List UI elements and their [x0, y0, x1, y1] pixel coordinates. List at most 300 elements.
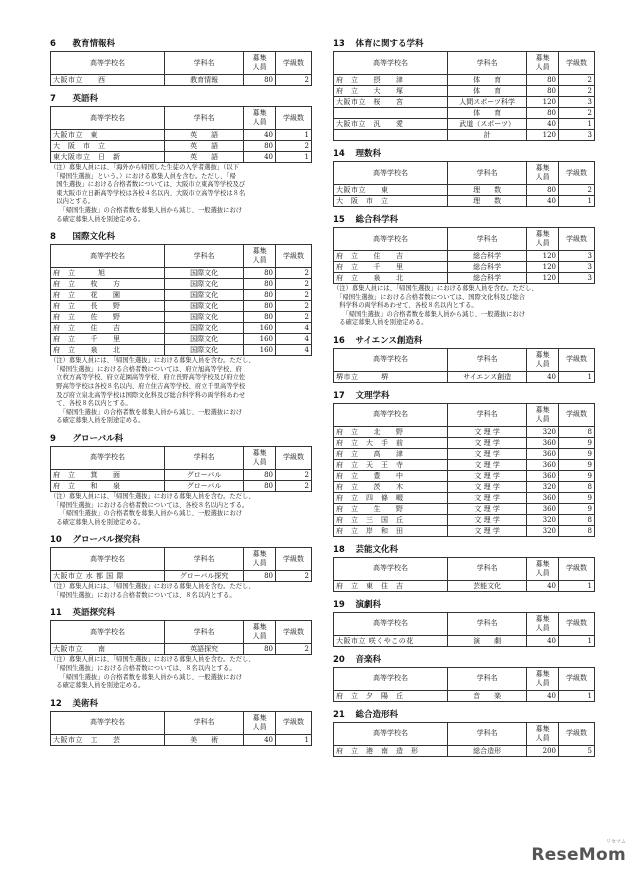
- cell-school: 大阪市立 南: [51, 644, 165, 655]
- cell-cls: 1: [559, 371, 595, 382]
- table-header-row: [51, 548, 312, 571]
- cell-dept: 人間スポーツ科学: [448, 97, 527, 108]
- table-row: [51, 480, 312, 491]
- cell-cls: 1: [276, 152, 312, 163]
- table-header-row: [51, 107, 312, 130]
- section-number: 7: [50, 94, 56, 104]
- table-header-row: [334, 612, 595, 635]
- section-number: 8: [50, 232, 56, 243]
- cell-dept: 文 理 学: [448, 503, 527, 514]
- table-row: [334, 525, 595, 536]
- table-row: [334, 470, 595, 481]
- cell-school: 府 立 千 里: [51, 334, 165, 345]
- cell-cls: 2: [276, 644, 312, 655]
- table-header-row: [51, 621, 312, 644]
- cell-dept: 武道（スポーツ）: [448, 119, 527, 130]
- cell-cap: 80: [244, 644, 276, 655]
- section-number: 18: [333, 544, 345, 555]
- cell-cls: 2: [276, 279, 312, 290]
- cell-cap: 360: [527, 503, 559, 514]
- cell-cap: 360: [527, 459, 559, 470]
- table-row: [334, 371, 595, 382]
- section-title: [333, 598, 595, 612]
- header-school: 高等学校名: [334, 228, 448, 251]
- cell-dept: 国際文化: [165, 268, 244, 279]
- cell-cap: 120: [527, 251, 559, 262]
- header-school: 高等学校名: [334, 348, 448, 371]
- cell-school: 府 立 茨 木: [334, 481, 448, 492]
- cell-dept: 総合造形: [448, 745, 527, 756]
- cell-school: 府 立 千 里: [334, 262, 448, 273]
- cell-school: 府 立 佐 野: [51, 312, 165, 323]
- table-row: [51, 152, 312, 163]
- cell-cls: 2: [276, 480, 312, 491]
- cell-cap: 160: [244, 323, 276, 334]
- section-20: [333, 653, 595, 702]
- section-title: [333, 653, 595, 667]
- section-note: （注）募集人員には、「帰国生選抜」における募集人員を含む。ただし、 「帰国生選抜」における合格者数については、府立旭高等学校、府 立枚方高等学校、府立花園高等学校、府立長野高等学校及び府立佐 野高等学校は各校８名以内、府立住吉高等学校、府立千里高等学校 及び府立泉北高等学校は国際文化科及び総合科学科の両学科あわせ て、各校８名以内とする。 「帰国生選抜」の合格者数を募集人員から減じ、一般選抜におけ る確定募集人員を別途定める。: [50, 357, 255, 425]
- cell-cap: 200: [527, 745, 559, 756]
- header-classes: 学級数: [276, 621, 312, 644]
- section-note: （注）募集人員には、「帰国生選抜」における募集人員を含む。ただし、 「帰国生選抜」における合格者数については、８名以内とする。 「帰国生選抜」の合格者数を募集人員から減じ、一般選抜におけ る確定募集人員を別途定める。: [50, 656, 255, 690]
- cell-dept: 文 理 学: [448, 459, 527, 470]
- cell-dept: 文 理 学: [448, 525, 527, 536]
- cell-dept: 文 理 学: [448, 481, 527, 492]
- cell-cap: 80: [244, 75, 276, 86]
- logo-subtext: リセマム: [606, 839, 626, 845]
- table-row: [334, 690, 595, 701]
- cell-cap: 360: [527, 470, 559, 481]
- cell-school: [334, 108, 448, 119]
- table-row: [51, 75, 312, 86]
- table-row: [334, 514, 595, 525]
- cell-school: 府 立 和 泉: [51, 480, 165, 491]
- table-header-row: [334, 403, 595, 426]
- table-header-row: [51, 711, 312, 734]
- cell-dept: 総合科学: [448, 262, 527, 273]
- table-row: [334, 448, 595, 459]
- section-note: （注）募集人員には、「海外から帰国した生徒の入学者選抜」（以下 「帰国生選抜」という。）における募集人員を含む。ただし、「帰 国生選抜」における合格者数については、大阪市立東高等学校及び 東大阪市立日新高等学校は各校４名以内、大阪市立高等学校は８名 以内とする。 「帰国生選抜」の合格者数を募集人員から減じ、一般選抜におけ る確定募集人員を別途定める。: [50, 164, 246, 223]
- cell-school: 大阪市立 水 都 国 際: [51, 571, 165, 582]
- cell-dept: 体 育: [448, 75, 527, 86]
- header-capacity: 募集 人員: [527, 612, 559, 635]
- cell-dept: 理 数: [448, 185, 527, 196]
- cell-dept: 文 理 学: [448, 437, 527, 448]
- cell-dept: 演 劇: [448, 635, 527, 646]
- table-row: [51, 571, 312, 582]
- section-7: [50, 92, 312, 224]
- cell-dept: 理 数: [448, 196, 527, 207]
- cell-cls: 9: [559, 492, 595, 503]
- header-capacity: 募集 人員: [244, 107, 276, 130]
- table-row: [334, 119, 595, 130]
- enrollment-table: [333, 667, 595, 702]
- section-title-text: 体育に関する学科: [355, 39, 424, 49]
- header-school: 高等学校名: [51, 446, 165, 469]
- cell-school: 大阪市立 東: [334, 185, 448, 196]
- cell-school: 府 立 枚 方: [51, 279, 165, 290]
- section-number: 14: [333, 149, 345, 159]
- cell-cap: 120: [527, 97, 559, 108]
- table-header-row: [334, 557, 595, 580]
- header-school: 高等学校名: [51, 245, 165, 268]
- table-row: [334, 635, 595, 646]
- cell-dept: 文 理 学: [448, 470, 527, 481]
- header-dept: 学科名: [448, 557, 527, 580]
- cell-dept: 国際文化: [165, 345, 244, 356]
- cell-dept: 国際文化: [165, 312, 244, 323]
- section-number: 21: [333, 709, 345, 720]
- table-row: [51, 290, 312, 301]
- section-title-text: グローバル探究科: [72, 535, 141, 546]
- cell-dept: 計: [448, 130, 527, 141]
- section-title: [333, 147, 595, 161]
- cell-cls: 1: [559, 635, 595, 646]
- cell-school: 府 立 旭: [51, 268, 165, 279]
- cell-cls: 2: [276, 469, 312, 480]
- cell-cls: 2: [276, 301, 312, 312]
- header-school: 高等学校名: [51, 107, 165, 130]
- cell-school: 府 立 住 吉: [334, 251, 448, 262]
- section-16: [333, 334, 595, 383]
- cell-cls: 2: [559, 75, 595, 86]
- section-title: [50, 230, 312, 244]
- cell-school: 府 立 高 津: [334, 448, 448, 459]
- cell-dept: 英語探究: [165, 644, 244, 655]
- table-row: [334, 273, 595, 284]
- enrollment-table: [50, 446, 312, 492]
- cell-cls: 1: [559, 690, 595, 701]
- header-dept: 学科名: [448, 612, 527, 635]
- table-row: [334, 97, 595, 108]
- section-15: [333, 213, 595, 328]
- cell-dept: 美 術: [165, 734, 244, 745]
- section-title-text: 英語探究科: [72, 608, 116, 619]
- header-dept: 学科名: [448, 348, 527, 371]
- header-school: 高等学校名: [334, 162, 448, 185]
- header-classes: 学級数: [276, 52, 312, 75]
- header-capacity: 募集 人員: [244, 548, 276, 571]
- enrollment-table: [333, 227, 595, 284]
- cell-cls: 3: [559, 130, 595, 141]
- cell-school: 大阪市立 東: [51, 130, 165, 141]
- cell-dept: 芸能文化: [448, 580, 527, 591]
- section-number: 10: [50, 535, 62, 546]
- table-header-row: [51, 446, 312, 469]
- table-header-row: [334, 667, 595, 690]
- header-dept: 学科名: [448, 228, 527, 251]
- enrollment-table: [333, 722, 595, 757]
- cell-cls: 2: [559, 86, 595, 97]
- section-title: [50, 92, 312, 106]
- cell-cls: 4: [276, 345, 312, 356]
- header-school: 高等学校名: [51, 52, 165, 75]
- cell-school: 大阪市立 桜 宮: [334, 97, 448, 108]
- enrollment-table: [333, 403, 595, 537]
- header-dept: 学科名: [165, 446, 244, 469]
- cell-school: 大 阪 市 立: [334, 196, 448, 207]
- header-classes: 学級数: [276, 245, 312, 268]
- cell-cap: 160: [244, 345, 276, 356]
- cell-cap: 40: [527, 635, 559, 646]
- section-title: [50, 432, 312, 446]
- cell-cls: 1: [559, 119, 595, 130]
- cell-cap: 80: [244, 268, 276, 279]
- cell-cls: 2: [276, 268, 312, 279]
- cell-cap: 40: [527, 119, 559, 130]
- cell-school: 府 立 四 條 畷: [334, 492, 448, 503]
- table-row: [334, 251, 595, 262]
- section-number: 15: [333, 215, 345, 225]
- header-capacity: 募集 人員: [527, 228, 559, 251]
- section-title-text: 美術科: [72, 698, 99, 709]
- section-title-text: 総合科学科: [355, 215, 399, 225]
- section-14: [333, 147, 595, 207]
- cell-cls: 9: [559, 470, 595, 481]
- cell-school: 大阪市立 汎 愛: [334, 119, 448, 130]
- section-title: [333, 708, 595, 722]
- header-school: 高等学校名: [51, 621, 165, 644]
- section-title-text: 演劇科: [355, 599, 382, 610]
- table-row: [51, 644, 312, 655]
- cell-school: 堺市立 堺: [334, 371, 448, 382]
- cell-dept: 英 語: [165, 152, 244, 163]
- left-column: [50, 34, 312, 752]
- table-row: [334, 437, 595, 448]
- table-row: [334, 262, 595, 273]
- cell-cap: 40: [244, 734, 276, 745]
- section-title: [333, 334, 595, 348]
- section-13: [333, 37, 595, 141]
- right-column: [333, 34, 595, 763]
- cell-cap: 160: [244, 334, 276, 345]
- cell-cap: 80: [527, 185, 559, 196]
- header-capacity: 募集 人員: [527, 722, 559, 745]
- cell-cls: 8: [559, 514, 595, 525]
- cell-dept: サイエンス創造: [448, 371, 527, 382]
- cell-school: 府 立 泉 北: [51, 345, 165, 356]
- cell-cls: 4: [276, 334, 312, 345]
- cell-school: 府 立 大 塚: [334, 86, 448, 97]
- table-row: [334, 196, 595, 207]
- table-row: [334, 745, 595, 756]
- cell-cls: 2: [276, 571, 312, 582]
- table-row: [51, 345, 312, 356]
- enrollment-table: [333, 51, 595, 141]
- section-number: 9: [50, 433, 56, 444]
- header-capacity: 募集 人員: [527, 348, 559, 371]
- cell-cap: 80: [244, 480, 276, 491]
- cell-cap: 80: [244, 571, 276, 582]
- cell-cls: 1: [559, 196, 595, 207]
- cell-cls: 5: [559, 745, 595, 756]
- header-classes: 学級数: [276, 711, 312, 734]
- section-title-text: 文理学科: [355, 390, 390, 401]
- section-note: （注）募集人員には、「帰国生選抜」における募集人員を含む。ただし、 「帰国生選抜」における合格者数については、各校８名以内とする。 「帰国生選抜」の合格者数を募集人員から減じ、一般選抜におけ る確定募集人員を別途定める。: [50, 492, 255, 526]
- section-title-text: サイエンス創造科: [355, 335, 423, 346]
- header-classes: 学級数: [559, 228, 595, 251]
- cell-school: 府 立 北 野: [334, 426, 448, 437]
- header-dept: 学科名: [448, 403, 527, 426]
- table-row: [334, 130, 595, 141]
- header-school: 高等学校名: [51, 711, 165, 734]
- cell-cap: 40: [244, 152, 276, 163]
- table-row: [51, 268, 312, 279]
- table-row: [334, 492, 595, 503]
- cell-cap: 320: [527, 525, 559, 536]
- section-21: [333, 708, 595, 757]
- enrollment-table: [50, 244, 312, 356]
- cell-cls: 2: [559, 185, 595, 196]
- enrollment-table: [50, 547, 312, 582]
- section-19: [333, 598, 595, 647]
- cell-cls: 2: [276, 290, 312, 301]
- cell-cap: 320: [527, 514, 559, 525]
- table-row: [334, 75, 595, 86]
- section-8: [50, 230, 312, 426]
- cell-dept: 教育情報: [165, 75, 244, 86]
- section-title-text: 音楽科: [355, 654, 382, 665]
- cell-cls: 8: [559, 426, 595, 437]
- enrollment-table: [333, 612, 595, 647]
- header-capacity: 募集 人員: [244, 52, 276, 75]
- enrollment-table: [50, 620, 312, 655]
- cell-school: 府 立 東 住 吉: [334, 580, 448, 591]
- table-row: [51, 323, 312, 334]
- section-12: [50, 697, 312, 746]
- cell-school: 府 立 摂 津: [334, 75, 448, 86]
- header-capacity: 募集 人員: [244, 711, 276, 734]
- cell-school: 大阪市立 西: [51, 75, 165, 86]
- cell-cls: 8: [559, 481, 595, 492]
- section-title-text: 国際文化科: [72, 232, 116, 243]
- section-title-text: 芸能文化科: [355, 544, 399, 555]
- header-capacity: 募集 人員: [527, 162, 559, 185]
- cell-cls: 3: [559, 262, 595, 273]
- cell-cap: 40: [527, 371, 559, 382]
- section-number: 12: [50, 698, 62, 709]
- cell-dept: 文 理 学: [448, 492, 527, 503]
- header-school: 高等学校名: [334, 52, 448, 75]
- cell-school: 府 立 長 野: [51, 301, 165, 312]
- cell-dept: 体 育: [448, 86, 527, 97]
- cell-dept: 総合科学: [448, 251, 527, 262]
- cell-dept: 国際文化: [165, 301, 244, 312]
- header-capacity: 募集 人員: [244, 446, 276, 469]
- table-row: [51, 301, 312, 312]
- cell-dept: 文 理 学: [448, 426, 527, 437]
- cell-cap: 40: [527, 580, 559, 591]
- cell-dept: 国際文化: [165, 334, 244, 345]
- header-capacity: 募集 人員: [527, 403, 559, 426]
- cell-cls: 3: [559, 97, 595, 108]
- enrollment-table: [50, 711, 312, 746]
- section-number: 11: [50, 608, 62, 619]
- cell-cls: 1: [276, 130, 312, 141]
- cell-cap: 360: [527, 437, 559, 448]
- table-header-row: [334, 228, 595, 251]
- header-capacity: 募集 人員: [527, 667, 559, 690]
- cell-school: 府 立 夕 陽 丘: [334, 690, 448, 701]
- cell-cap: 80: [244, 279, 276, 290]
- cell-cap: 360: [527, 448, 559, 459]
- cell-school: [334, 130, 448, 141]
- header-dept: 学科名: [448, 722, 527, 745]
- header-classes: 学級数: [276, 548, 312, 571]
- section-title: [333, 389, 595, 403]
- cell-cls: 2: [559, 108, 595, 119]
- table-row: [51, 279, 312, 290]
- table-header-row: [51, 245, 312, 268]
- table-row: [334, 426, 595, 437]
- cell-cap: 80: [527, 108, 559, 119]
- section-title: [50, 533, 312, 547]
- cell-school: 府 立 三 国 丘: [334, 514, 448, 525]
- cell-cls: 9: [559, 503, 595, 514]
- section-number: 17: [333, 390, 345, 401]
- cell-cls: 2: [276, 312, 312, 323]
- section-title: [333, 213, 595, 227]
- header-capacity: 募集 人員: [527, 52, 559, 75]
- table-header-row: [334, 348, 595, 371]
- header-dept: 学科名: [448, 52, 527, 75]
- cell-dept: 国際文化: [165, 323, 244, 334]
- cell-cls: 3: [559, 251, 595, 262]
- cell-dept: 総合科学: [448, 273, 527, 284]
- section-title: [333, 543, 595, 557]
- header-capacity: 募集 人員: [244, 621, 276, 644]
- cell-cap: 80: [244, 141, 276, 152]
- cell-school: 府 立 岸 和 田: [334, 525, 448, 536]
- header-classes: 学級数: [559, 162, 595, 185]
- section-title: [50, 606, 312, 620]
- cell-cls: 8: [559, 525, 595, 536]
- section-title: [50, 697, 312, 711]
- cell-dept: 体 育: [448, 108, 527, 119]
- section-number: 20: [333, 654, 345, 665]
- cell-dept: 文 理 学: [448, 514, 527, 525]
- cell-cap: 40: [527, 196, 559, 207]
- cell-school: 府 立 泉 北: [334, 273, 448, 284]
- cell-cap: 40: [527, 690, 559, 701]
- cell-school: 大阪市立 咲くやこの花: [334, 635, 448, 646]
- section-title: [333, 37, 595, 51]
- header-classes: 学級数: [276, 446, 312, 469]
- section-number: 13: [333, 39, 345, 49]
- header-classes: 学級数: [559, 348, 595, 371]
- cell-cap: 80: [244, 290, 276, 301]
- table-row: [51, 334, 312, 345]
- cell-cls: 9: [559, 459, 595, 470]
- header-school: 高等学校名: [334, 667, 448, 690]
- cell-school: 大 阪 市 立: [51, 141, 165, 152]
- cell-dept: 文 理 学: [448, 448, 527, 459]
- cell-cls: 2: [276, 141, 312, 152]
- table-row: [51, 734, 312, 745]
- cell-dept: 国際文化: [165, 279, 244, 290]
- cell-dept: 英 語: [165, 130, 244, 141]
- enrollment-table: [50, 106, 312, 163]
- cell-cap: 360: [527, 492, 559, 503]
- header-dept: 学科名: [165, 711, 244, 734]
- cell-cap: 80: [244, 312, 276, 323]
- table-header-row: [334, 722, 595, 745]
- cell-dept: グローバル: [165, 469, 244, 480]
- section-number: 6: [50, 39, 56, 49]
- section-title-text: 総合造形科: [355, 709, 399, 720]
- cell-school: 府 立 花 園: [51, 290, 165, 301]
- table-row: [334, 86, 595, 97]
